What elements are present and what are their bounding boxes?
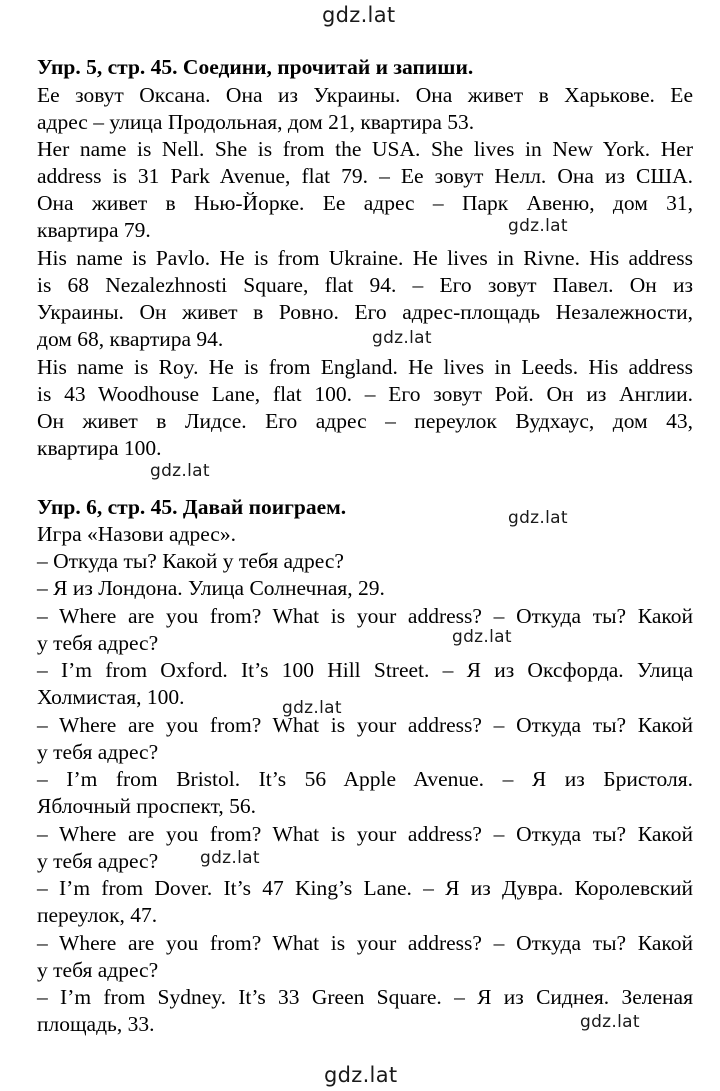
exercise-6-line: у тебя адрес? xyxy=(37,958,159,982)
exercise-5-line: квартира 79. xyxy=(37,218,151,242)
exercise-6-line: – Where are you from? What is your address? – Откуда ты? Какой xyxy=(37,822,693,846)
exercise-6-line: – Where are you from? What is your address? – Откуда ты? Какой xyxy=(37,604,693,628)
watermark-bottom: gdz.lat xyxy=(324,1063,398,1087)
exercise-5-line: His name is Pavlo. He is from Ukraine. He lives in Rivne. His address xyxy=(37,246,693,270)
watermark-top: gdz.lat xyxy=(322,3,396,27)
watermark: gdz.lat xyxy=(452,627,512,647)
exercise-5-line: Он живет в Лидсе. Его адрес – переулок Вудхаус, дом 43, xyxy=(37,409,693,433)
exercise-6-line: – Where are you from? What is your address? – Откуда ты? Какой xyxy=(37,713,693,737)
exercise-5-line: His name is Roy. He is from England. He lives in Leeds. His address xyxy=(37,355,693,379)
exercise-6-line: – I’m from Sydney. It’s 33 Green Square. – Я из Сиднея. Зеленая xyxy=(37,985,693,1009)
watermark: gdz.lat xyxy=(200,848,260,868)
exercise-6-line: площадь, 33. xyxy=(37,1012,155,1036)
watermark: gdz.lat xyxy=(580,1012,640,1032)
watermark: gdz.lat xyxy=(372,328,432,348)
watermark: gdz.lat xyxy=(508,508,568,528)
exercise-6-line: у тебя адрес? xyxy=(37,740,159,764)
exercise-5-line: is 43 Woodhouse Lane, flat 100. – Его зовут Рой. Он из Англии. xyxy=(37,382,693,406)
exercise-6-line: – Where are you from? What is your address? – Откуда ты? Какой xyxy=(37,931,693,955)
exercise-5-line: адрес – улица Продольная, дом 21, квартира 53. xyxy=(37,110,475,134)
exercise-6-line: Холмистая, 100. xyxy=(37,685,185,709)
exercise-6-line: у тебя адрес? xyxy=(37,631,159,655)
exercise-5-line: Her name is Nell. She is from the USA. She lives in New York. Her xyxy=(37,137,693,161)
exercise-6-heading: Упр. 6, стр. 45. Давай поиграем. xyxy=(37,495,347,519)
watermark: gdz.lat xyxy=(508,216,568,236)
exercise-6-line: – I’m from Dover. It’s 47 King’s Lane. – Я из Дувра. Королевский xyxy=(37,876,693,900)
exercise-5-line: Ее зовут Оксана. Она из Украины. Она живет в Харькове. Ее xyxy=(37,83,693,107)
exercise-6-line: – Я из Лондона. Улица Солнечная, 29. xyxy=(37,576,385,600)
exercise-6-line: Игра «Назови адрес». xyxy=(37,522,236,546)
exercise-5-line: is 68 Nezalezhnosti Square, flat 94. – Его зовут Павел. Он из xyxy=(37,273,693,297)
watermark: gdz.lat xyxy=(282,698,342,718)
exercise-5-line: Украины. Он живет в Ровно. Его адрес-площадь Незалежности, xyxy=(37,300,693,324)
exercise-5-line: квартира 100. xyxy=(37,436,162,460)
exercise-6-line: – I’m from Oxford. It’s 100 Hill Street. – Я из Оксфорда. Улица xyxy=(37,658,693,682)
exercise-6-line: переулок, 47. xyxy=(37,903,158,927)
exercise-6-line: – Откуда ты? Какой у тебя адрес? xyxy=(37,549,344,573)
watermark: gdz.lat xyxy=(150,461,210,481)
exercise-6-line: у тебя адрес? xyxy=(37,849,159,873)
exercise-5-line: Она живет в Нью-Йорке. Ее адрес – Парк Авеню, дом 31, xyxy=(37,191,693,215)
exercise-5-line: дом 68, квартира 94. xyxy=(37,327,224,351)
exercise-5-heading: Упр. 5, стр. 45. Соедини, прочитай и запиши. xyxy=(37,55,474,79)
exercise-6-line: – I’m from Bristol. It’s 56 Apple Avenue. – Я из Бристоля. xyxy=(37,767,693,791)
exercise-5-line: address is 31 Park Avenue, flat 79. – Ее зовут Нелл. Она из США. xyxy=(37,164,693,188)
exercise-6-line: Яблочный проспект, 56. xyxy=(37,794,257,818)
